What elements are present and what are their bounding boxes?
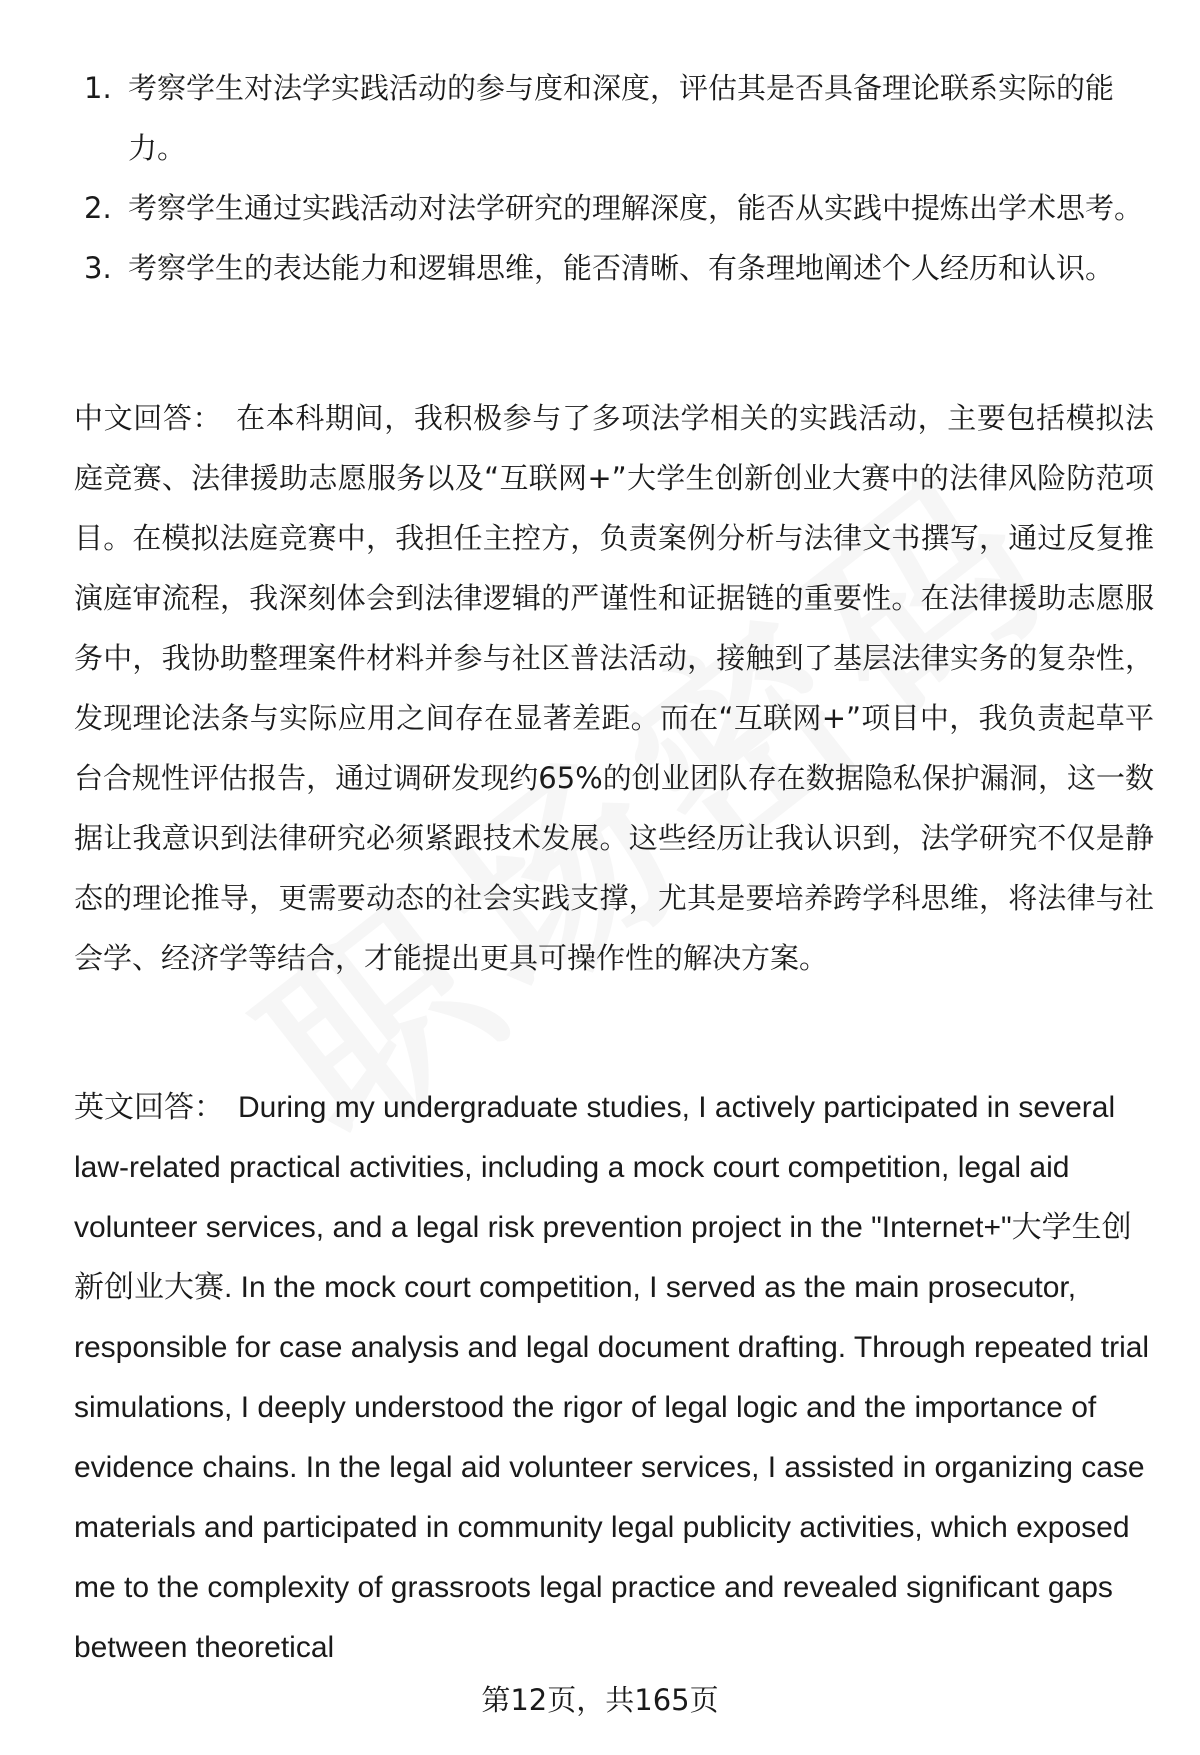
list-item-number: 3. (84, 251, 112, 285)
list-item (74, 238, 1154, 298)
chinese-answer-label: 中文回答： (74, 401, 223, 435)
english-answer-label: 英文回答： (74, 1091, 224, 1124)
list-item-text: 考察学生通过实践活动对法学研究的理解深度，能否从实践中提炼出学术思考。 (128, 191, 1144, 225)
list-item-number: 1. (84, 71, 112, 105)
english-answer-text: During my undergraduate studies, I actively participated in several law-related practical activities, including a mock court competition, legal aid volunteer services, and a legal risk prevention project in the "Internet+"大学生创新创业大赛. In the mock court competition, I served as the main prosecutor, responsible for case analysis and legal document drafting. Through repeated trial simulations, I deeply understood the rigor of legal logic and the importance of evidence chains. In the legal aid volunteer services, I assisted in organizing case materials and participated in community legal publicity activities, which exposed me to the complexity of grassroots legal practice and revealed significant gaps between theoretical (74, 1091, 1150, 1664)
list-item-text: 考察学生的表达能力和逻辑思维，能否清晰、有条理地阐述个人经历和认识。 (128, 251, 1115, 285)
evaluation-criteria-list (74, 58, 1154, 298)
list-item-number: 2. (84, 191, 112, 225)
chinese-answer-paragraph (74, 388, 1154, 988)
list-item (74, 58, 1154, 178)
list-item-text: 考察学生对法学实践活动的参与度和深度，评估其是否具备理论联系实际的能力。 (128, 71, 1115, 165)
english-answer-paragraph (74, 1078, 1154, 1678)
list-item (74, 178, 1154, 238)
page-indicator: 第12页，共165页 (481, 1683, 719, 1717)
chinese-answer-text: 在本科期间，我积极参与了多项法学相关的实践活动，主要包括模拟法庭竞赛、法律援助志愿服务以及“互联网+”大学生创新创业大赛中的法律风险防范项目。在模拟法庭竞赛中，我担任主控方，负责案例分析与法律文书撰写，通过反复推演庭审流程，我深刻体会到法律逻辑的严谨性和证据链的重要性。在法律援助志愿服务中，我协助整理案件材料并参与社区普法活动，接触到了基层法律实务的复杂性，发现理论法条与实际应用之间存在显著差距。而在“互联网+”项目中，我负责起草平台合规性评估报告，通过调研发现约65%的创业团队存在数据隐私保护漏洞，这一数据让我意识到法律研究必须紧跟技术发展。这些经历让我认识到，法学研究不仅是静态的理论推导，更需要动态的社会实践支撑，尤其是要培养跨学科思维，将法律与社会学、经济学等结合，才能提出更具可操作性的解决方案。 (74, 401, 1154, 975)
